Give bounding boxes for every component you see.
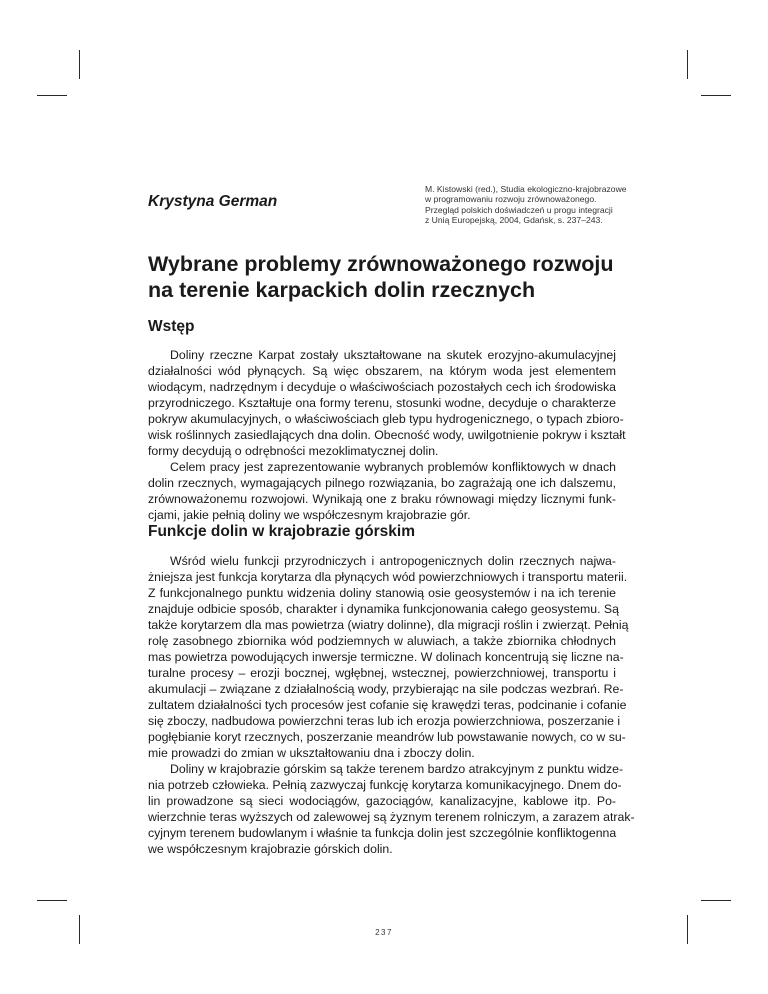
paragraph-line: akumulacji – związane z działalnością wody, przybierając na sile podczas wezbrań. Re- — [148, 682, 624, 696]
paragraph-line: turalne procesy – erozji bocznej, wgłębnej, wstecznej, powierzchniowej, transportu i — [148, 666, 616, 680]
paragraph-line: Doliny rzeczne Karpat zostały ukształtowane na skutek erozyjno-akumulacyjnej — [170, 348, 616, 362]
paragraph-line: Doliny w krajobrazie górskim są także terenem bardzo atrakcyjnym z punktu widze- — [170, 762, 624, 776]
source-citation — [425, 184, 625, 225]
paragraph-line: lin prowadzone są sieci wodociągów, gazociągów, kanalizacyjne, kablowe itp. Po- — [148, 794, 616, 808]
article-title — [148, 251, 613, 303]
source-line: M. Kistowski (red.), Studia ekologiczno-krajobrazowe — [425, 184, 627, 194]
paragraph-line: się zboczy, nadbudowa powierzchni teras lub ich erozja powierzchniowa, poszerzanie i — [148, 714, 621, 728]
paragraph-line: wierzchnie teras wyższych od zalewowej są żyznym terenem rolniczym, a zarazem atrak- — [148, 810, 635, 824]
paragraph-line: we współczesnym krajobrazie górskich dolin. — [148, 842, 393, 856]
title-line: na terenie karpackich dolin rzecznych — [148, 278, 536, 302]
paragraph-line: przyrodniczego. Kształtuje ona formy terenu, stosunki wodne, decyduje o charakterze — [148, 396, 616, 410]
paragraph-line: Z funkcjonalnego punktu widzenia doliny stanowią osie geosystemów i na ich terenie — [148, 586, 616, 600]
source-line: z Unią Europejską, 2004, Gdańsk, s. 237–243. — [425, 214, 603, 225]
paragraph-line: formy decydują o odrębności mezoklimatycznej dolin. — [148, 444, 439, 458]
paragraph-line: wisk roślinnych zasiedlających dna dolin. Obecność wody, uwilgotnienie pokryw i kształt — [148, 428, 626, 442]
crop-mark — [701, 900, 731, 901]
paragraph-line: cyjnym terenem budowlanym i właśnie ta funkcja dolin jest szczególnie konfliktogenna — [148, 826, 617, 840]
paragraph-line: żniejsza jest funkcja korytarza dla płynących wód powierzchniowych i transportu materii. — [148, 570, 628, 584]
paragraph-line: zultatem działalności tych procesów jest cofanie się krawędzi teras, podcinanie i cofanie — [148, 698, 627, 712]
paragraph-line: wiodącym, nadrzędnym i decyduje o właściwościach pozostałych cech ich środowiska — [148, 380, 616, 394]
paragraph-line: także korytarzem dla mas powietrza (wiatry dolinne), dla migracji roślin i zwierząt. Pełnią — [148, 618, 629, 632]
source-line: Przegląd polskich doświadczeń u progu integracji — [425, 204, 613, 215]
paragraph-line: zrównoważonemu rozwojowi. Wynikają one z braku równowagi między licznymi funk- — [148, 492, 616, 506]
crop-mark — [687, 50, 688, 79]
paragraph-line: rolę zasobnego zbiornika wód podziemnych w aluwiach, a także zbiornika chłodnych — [148, 634, 616, 648]
crop-mark — [37, 900, 67, 901]
section-heading-wstep: Wstęp — [148, 318, 195, 335]
source-line: w programowaniu rozwoju zrównoważonego. — [425, 194, 597, 205]
page-number: 237 — [375, 928, 393, 937]
paragraph-line: znajduje odbicie sposób, charakter i dynamika funkcjonowania całego geosystemu. Są — [148, 602, 619, 616]
section-body-wstep — [148, 347, 626, 523]
crop-mark — [701, 95, 731, 96]
paragraph-line: pokryw akumulacyjnych, o właściwościach gleb typu hydrogenicznego, o typach zbioro- — [148, 412, 624, 426]
title-line: Wybrane problemy zrównoważonego rozwoju — [148, 252, 614, 276]
paragraph-line: dolin rzecznych, wymagających pilnego rozwiązania, bo zagrażają one ich dalszemu, — [148, 476, 616, 490]
paragraph-line: Celem pracy jest zaprezentowanie wybranych problemów konfliktowych w dnach — [170, 460, 616, 474]
paragraph-line: działalności wód płynących. Są więc obszarem, na którym woda jest elementem — [148, 364, 616, 378]
section-heading-funkcje: Funkcje dolin w krajobrazie górskim — [148, 523, 416, 540]
paragraph-line: mas powietrza powodujących inwersje termiczne. W dolinach koncentrują się liczne na- — [148, 650, 624, 664]
crop-mark — [37, 95, 67, 96]
paragraph-line: nia potrzeb człowieka. Pełnią zazwyczaj funkcję korytarza komunikacyjnego. Dnem do- — [148, 778, 622, 792]
paragraph-line: Wśród wielu funkcji przyrodniczych i antropogenicznych dolin rzecznych najwa- — [170, 554, 616, 568]
paragraph-line: cjami, jakie pełnią doliny we współczesnym krajobrazie gór. — [148, 508, 471, 522]
crop-mark — [79, 50, 80, 79]
paragraph-line: pogłębianie koryt rzecznych, poszerzanie meandrów lub powstawanie nowych, co w su- — [148, 730, 626, 744]
paragraph-line: mie prowadzi do zmian w ukształtowaniu dna i zboczy dolin. — [148, 746, 475, 760]
author-name: Krystyna German — [148, 193, 278, 210]
section-body-funkcje — [148, 553, 635, 857]
